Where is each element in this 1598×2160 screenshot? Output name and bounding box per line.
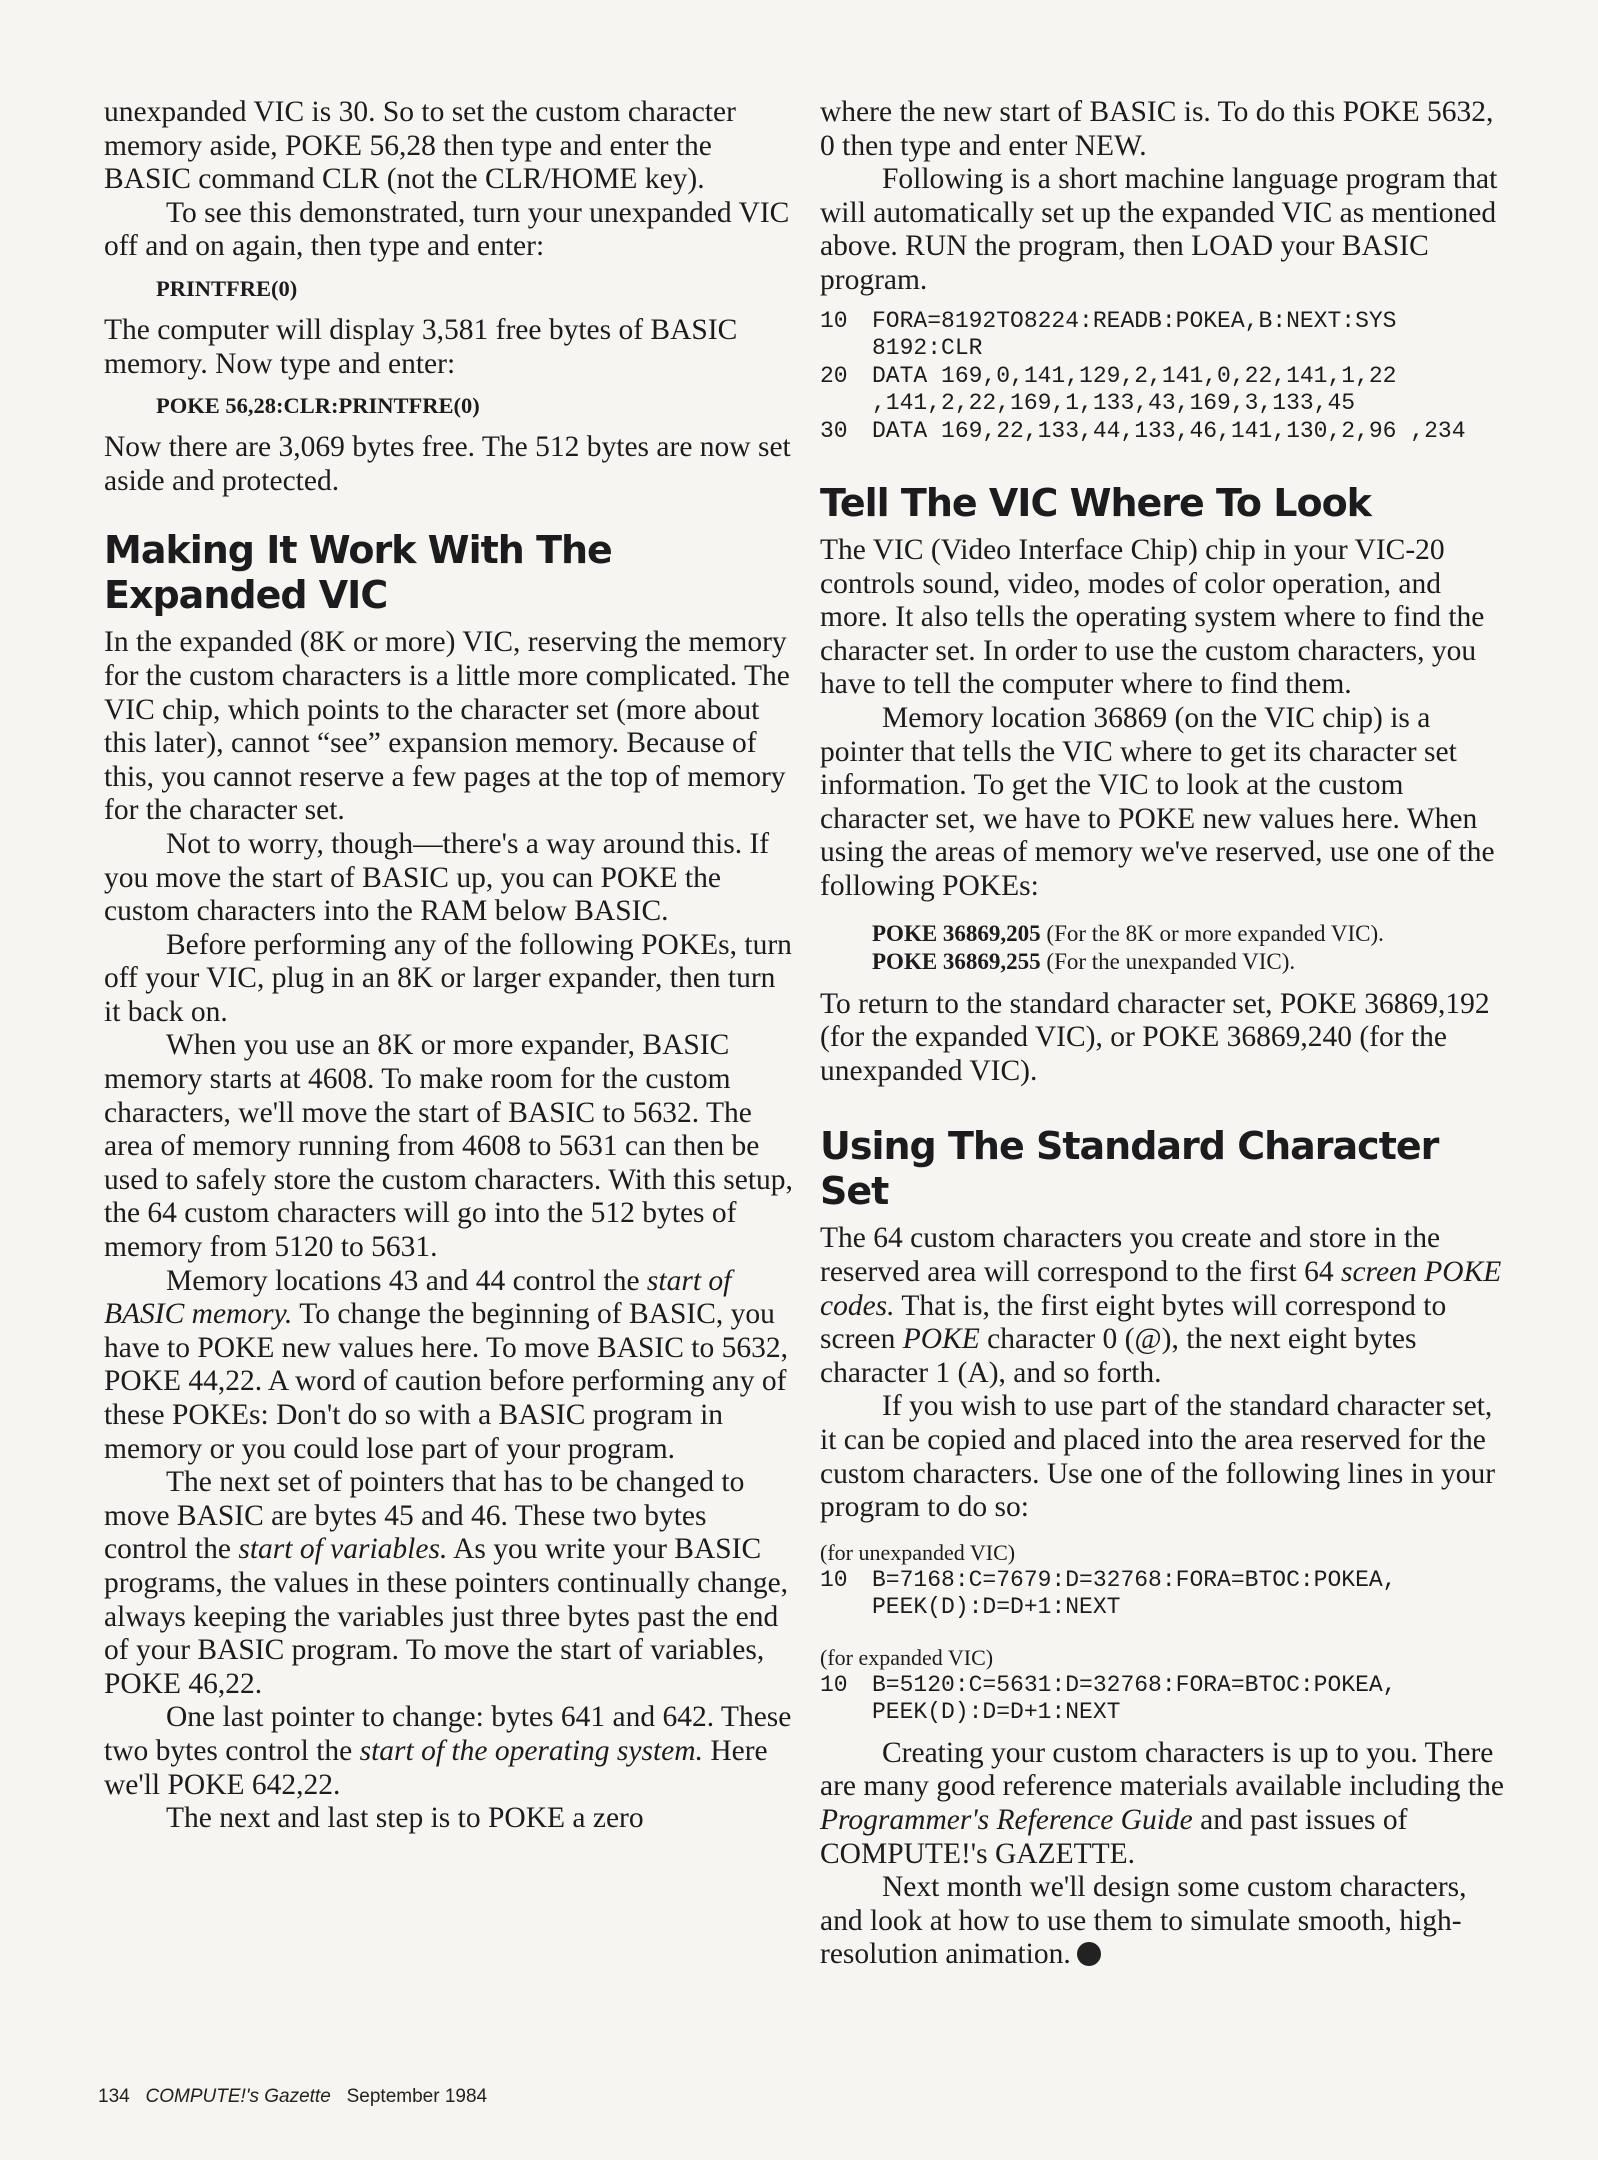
section-heading: Using The Standard Character Set <box>820 1124 1439 1214</box>
paragraph: The next and last step is to POKE a zero <box>166 1802 644 1835</box>
magazine-name: COMPUTE!'s Gazette <box>145 2086 331 2107</box>
listing-note: (for unexpanded VIC) <box>820 1539 1016 1565</box>
paragraph: unexpanded VIC is 30. So to set the custom character memory aside, POKE 56,28 then type and enter the BASIC command CLR (not the CLR/HOME key). <box>104 96 736 196</box>
listing-note: (for expanded VIC) <box>820 1644 994 1670</box>
paragraph: The computer will display 3,581 free bytes of BASIC memory. Now type and enter: <box>104 313 738 380</box>
listing-line: 10 B=5120:C=5631:D=32768:FORA=BTOC:POKEA, PEEK(D):D=D+1:NEXT <box>820 1671 1397 1726</box>
paragraph: Next month we'll design some custom characters, and look at how to use them to simulate smooth, high-resolution animation. <box>820 1871 1467 1971</box>
issue-date: September 1984 <box>346 2086 488 2107</box>
paragraph: The next set of pointers that has to be changed to move BASIC are bytes 45 and 46. These two bytes control the start of variables. As you write your BASIC programs, the values in these pointers continually change, always keeping the variables just three bytes past the end of your BASIC program. To move the start of variables, POKE 46,22. <box>104 1466 789 1700</box>
paragraph: To return to the standard character set, POKE 36869,192 (for the expanded VIC), or POKE 36869,240 (for the unexpanded VIC). <box>820 987 1490 1087</box>
paragraph: Not to worry, though—there's a way around this. If you move the start of BASIC up, you can POKE the custom characters into the RAM below BASIC. <box>104 827 770 928</box>
paragraph: The 64 custom characters you create and store in the reserved area will correspond to the first 64 screen POKE codes. That is, the first eight bytes will correspond to screen POKE character 0 (@), the next eight bytes character 1 (A), and so forth. <box>820 1222 1502 1389</box>
end-mark-icon <box>1077 1942 1101 1966</box>
left-column <box>104 96 794 1836</box>
listing-line: 10 FORA=8192TO8224:READB:POKEA,B:NEXT:SYS 8192:CLR <box>820 307 1397 362</box>
code-line: PRINTFRE(0) <box>156 275 298 301</box>
section-heading: Making It Work With The Expanded VIC <box>104 528 612 618</box>
paragraph: where the new start of BASIC is. To do this POKE 5632, 0 then type and enter NEW. <box>820 96 1494 162</box>
right-column <box>820 96 1510 1972</box>
code-line: POKE 56,28:CLR:PRINTFRE(0) <box>156 393 480 419</box>
paragraph: Memory locations 43 and 44 control the start of BASIC memory. To change the beginning of BASIC, you have to POKE new values here. To move BASIC to 5632, POKE 44,22. A word of caution before performing any of these POKEs: Don't do so with a BASIC program in memory or you could lose part of your program. <box>104 1264 788 1465</box>
program-listing <box>820 1567 1510 1622</box>
page-number: 134 <box>98 2086 130 2107</box>
paragraph: Following is a short machine language program that will automatically set up the expanded VIC as mentioned above. RUN the program, then LOAD your BASIC program. <box>820 163 1498 296</box>
program-listing <box>820 308 1510 446</box>
paragraph: Before performing any of the following POKEs, turn off your VIC, plug in an 8K or larger expander, then turn it back on. <box>104 928 792 1028</box>
listing-line: 20 DATA 169,0,141,129,2,141,0,22,141,1,22 ,141,2,22,169,1,133,43,169,3,133,45 <box>820 362 1397 417</box>
paragraph: The VIC (Video Interface Chip) chip in your VIC-20 controls sound, video, modes of color operation, and more. It also tells the operating system where to find the character set. In order to use the custom characters, you have to tell the computer where to find them. <box>820 534 1485 701</box>
listing-line: 30 DATA 169,22,133,44,133,46,141,130,2,96 ,234 <box>820 417 1466 444</box>
poke-line: POKE 36869,255 (For the unexpanded VIC). <box>872 948 1296 974</box>
paragraph: In the expanded (8K or more) VIC, reserving the memory for the custom characters is a little more complicated. The VIC chip, which points to the character set (more about this later), cannot “see” expansion memory. Because of this, you cannot reserve a few pages at the top of memory for the character set. <box>104 626 790 827</box>
page-footer <box>98 2086 487 2108</box>
paragraph: Memory location 36869 (on the VIC chip) is a pointer that tells the VIC where to get its character set information. To get the VIC to look at the custom character set, we have to POKE new values here. When using the areas of memory we've reserved, use one of the following POKEs: <box>820 702 1495 902</box>
paragraph: If you wish to use part of the standard character set, it can be copied and placed into the area reserved for the custom characters. Use one of the following lines in your program to do so: <box>820 1390 1496 1524</box>
paragraph: Creating your custom characters is up to you. There are many good reference materials available including the Programmer's Reference Guide and past issues of COMPUTE!'s GAZETTE. <box>820 1736 1504 1870</box>
paragraph: Now there are 3,069 bytes free. The 512 bytes are now set aside and protected. <box>104 431 791 497</box>
program-listing <box>820 1672 1510 1727</box>
section-heading: Tell The VIC Where To Look <box>820 481 1371 526</box>
poke-line: POKE 36869,205 (For the 8K or more expanded VIC). <box>872 920 1384 946</box>
listing-line: 10 B=7168:C=7679:D=32768:FORA=BTOC:POKEA, PEEK(D):D=D+1:NEXT <box>820 1566 1397 1621</box>
paragraph: One last pointer to change: bytes 641 and 642. These two bytes control the start of the operating system. Here we'll POKE 642,22. <box>104 1701 792 1801</box>
poke-list <box>872 920 1510 976</box>
paragraph: When you use an 8K or more expander, BASIC memory starts at 4608. To make room for the custom characters, we'll move the start of BASIC to 5632. The area of memory running from 4608 to 5631 can then be used to safely store the custom characters. With this setup, the 64 custom characters will go into the 512 bytes of memory from 5120 to 5631. <box>104 1029 793 1264</box>
paragraph: To see this demonstrated, turn your unexpanded VIC off and on again, then type and enter: <box>104 196 790 263</box>
